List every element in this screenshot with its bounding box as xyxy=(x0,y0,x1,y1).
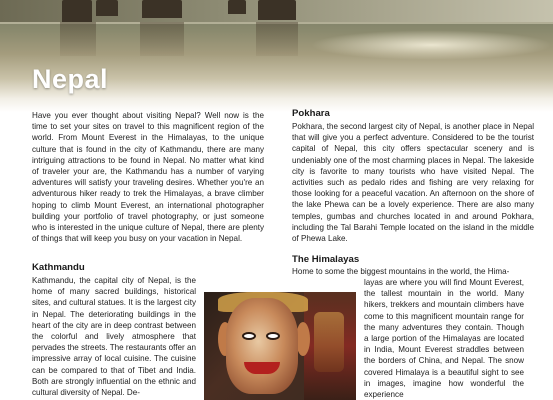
mask-eye xyxy=(266,332,280,340)
temple-reflection xyxy=(256,22,298,56)
pokhara-paragraph: Pokhara, the second largest city of Nepal, is another place in Nepal that will give you a perfect adventure. Considered to be the tourist capital of Nepal, this city offers spectacular scenery and is undeniably one of the most charming places in Nepal. The lakeside city is favorite to many tourists who have visited Nepal. The activities such as pedalo rides and fishing are very relaxing for those looking for a peaceful vacation. An afternoon on the shore of the lake Phewa can be a lovely experience. There are also many temples, gumbas and churches located in and around Pokhara, including the Tal Barahi Temple located on the island in the middle of Phewa Lake. xyxy=(292,122,534,244)
mask-eye xyxy=(242,332,256,340)
water-shine xyxy=(310,30,553,60)
temple-silhouette xyxy=(96,0,118,16)
temple-reflection xyxy=(60,22,96,56)
mask-ear xyxy=(296,322,310,356)
temple-reflection xyxy=(140,22,184,56)
temple-silhouette xyxy=(228,0,246,14)
page-title: Nepal xyxy=(32,64,109,94)
kathmandu-heading: Kathmandu xyxy=(32,262,85,273)
temple-silhouette xyxy=(258,0,296,20)
intro-section xyxy=(32,110,264,244)
pokhara-heading: Pokhara xyxy=(292,108,330,119)
himalayas-heading: The Himalayas xyxy=(292,254,360,265)
hero-banner-image xyxy=(0,0,553,112)
temple-silhouette xyxy=(142,0,182,18)
himalayas-lead-line: Home to some the biggest mountains in the world, the Hima- xyxy=(292,267,510,276)
kathmandu-paragraph: Kathmandu, the capital city of Nepal, is the home of many sacred buildings, historical sites, and cultural statues. It is the largest city in Nepal. The deteriorating buildings in the heart of the city are in deep contrast between the colorful and lively atmosphere that pervades the streets. The restaurants offer an impressive array of local cuisine. The cuisine can be compared to that of Tibet and India. Both are strongly influential on the ethnic and cultural diversity of Nepal. De- xyxy=(32,276,196,398)
photo-detail xyxy=(314,312,344,372)
mask-photo xyxy=(204,292,356,400)
himalayas-paragraph: layas are where you will find Mount Everest, the tallest mountain in the world. Many hikers, trekkers and mountain climbers have come to this magnificent mountain range for the many adventures they contain. Though a large portion of the Himalayas are located in India, Mount Everest straddles between the borders of China, and Nepal. The snow covered Himalaya is a beautiful sight to see in images, imagine how wonderful the experience xyxy=(364,278,524,400)
pokhara-section xyxy=(292,108,534,244)
mask-face xyxy=(226,298,298,394)
intro-paragraph: Have you ever thought about visiting Nepal? Well now is the time to set your sites on travel to this magnificent region of the world. From Mount Everest in the Himalayas, to the unique culture that is found in the city of Kathmandu, there are many intriguing attractions to be found in Nepal. No matter what kind of traveler your are, the Kathmandu has a number of varying adventures will satisfy your traveling desires. Whether you're an adventurous hiker ready to trek the Himalayas, a brave climber hoping to climb Mount Everest, an international photographer building your portfolio of travel photography, or just someone who is interested in the unique culture of Nepal, there are plenty of things that will keep you busy on your vacation in Nepal. xyxy=(32,111,264,244)
temple-silhouette xyxy=(62,0,92,22)
